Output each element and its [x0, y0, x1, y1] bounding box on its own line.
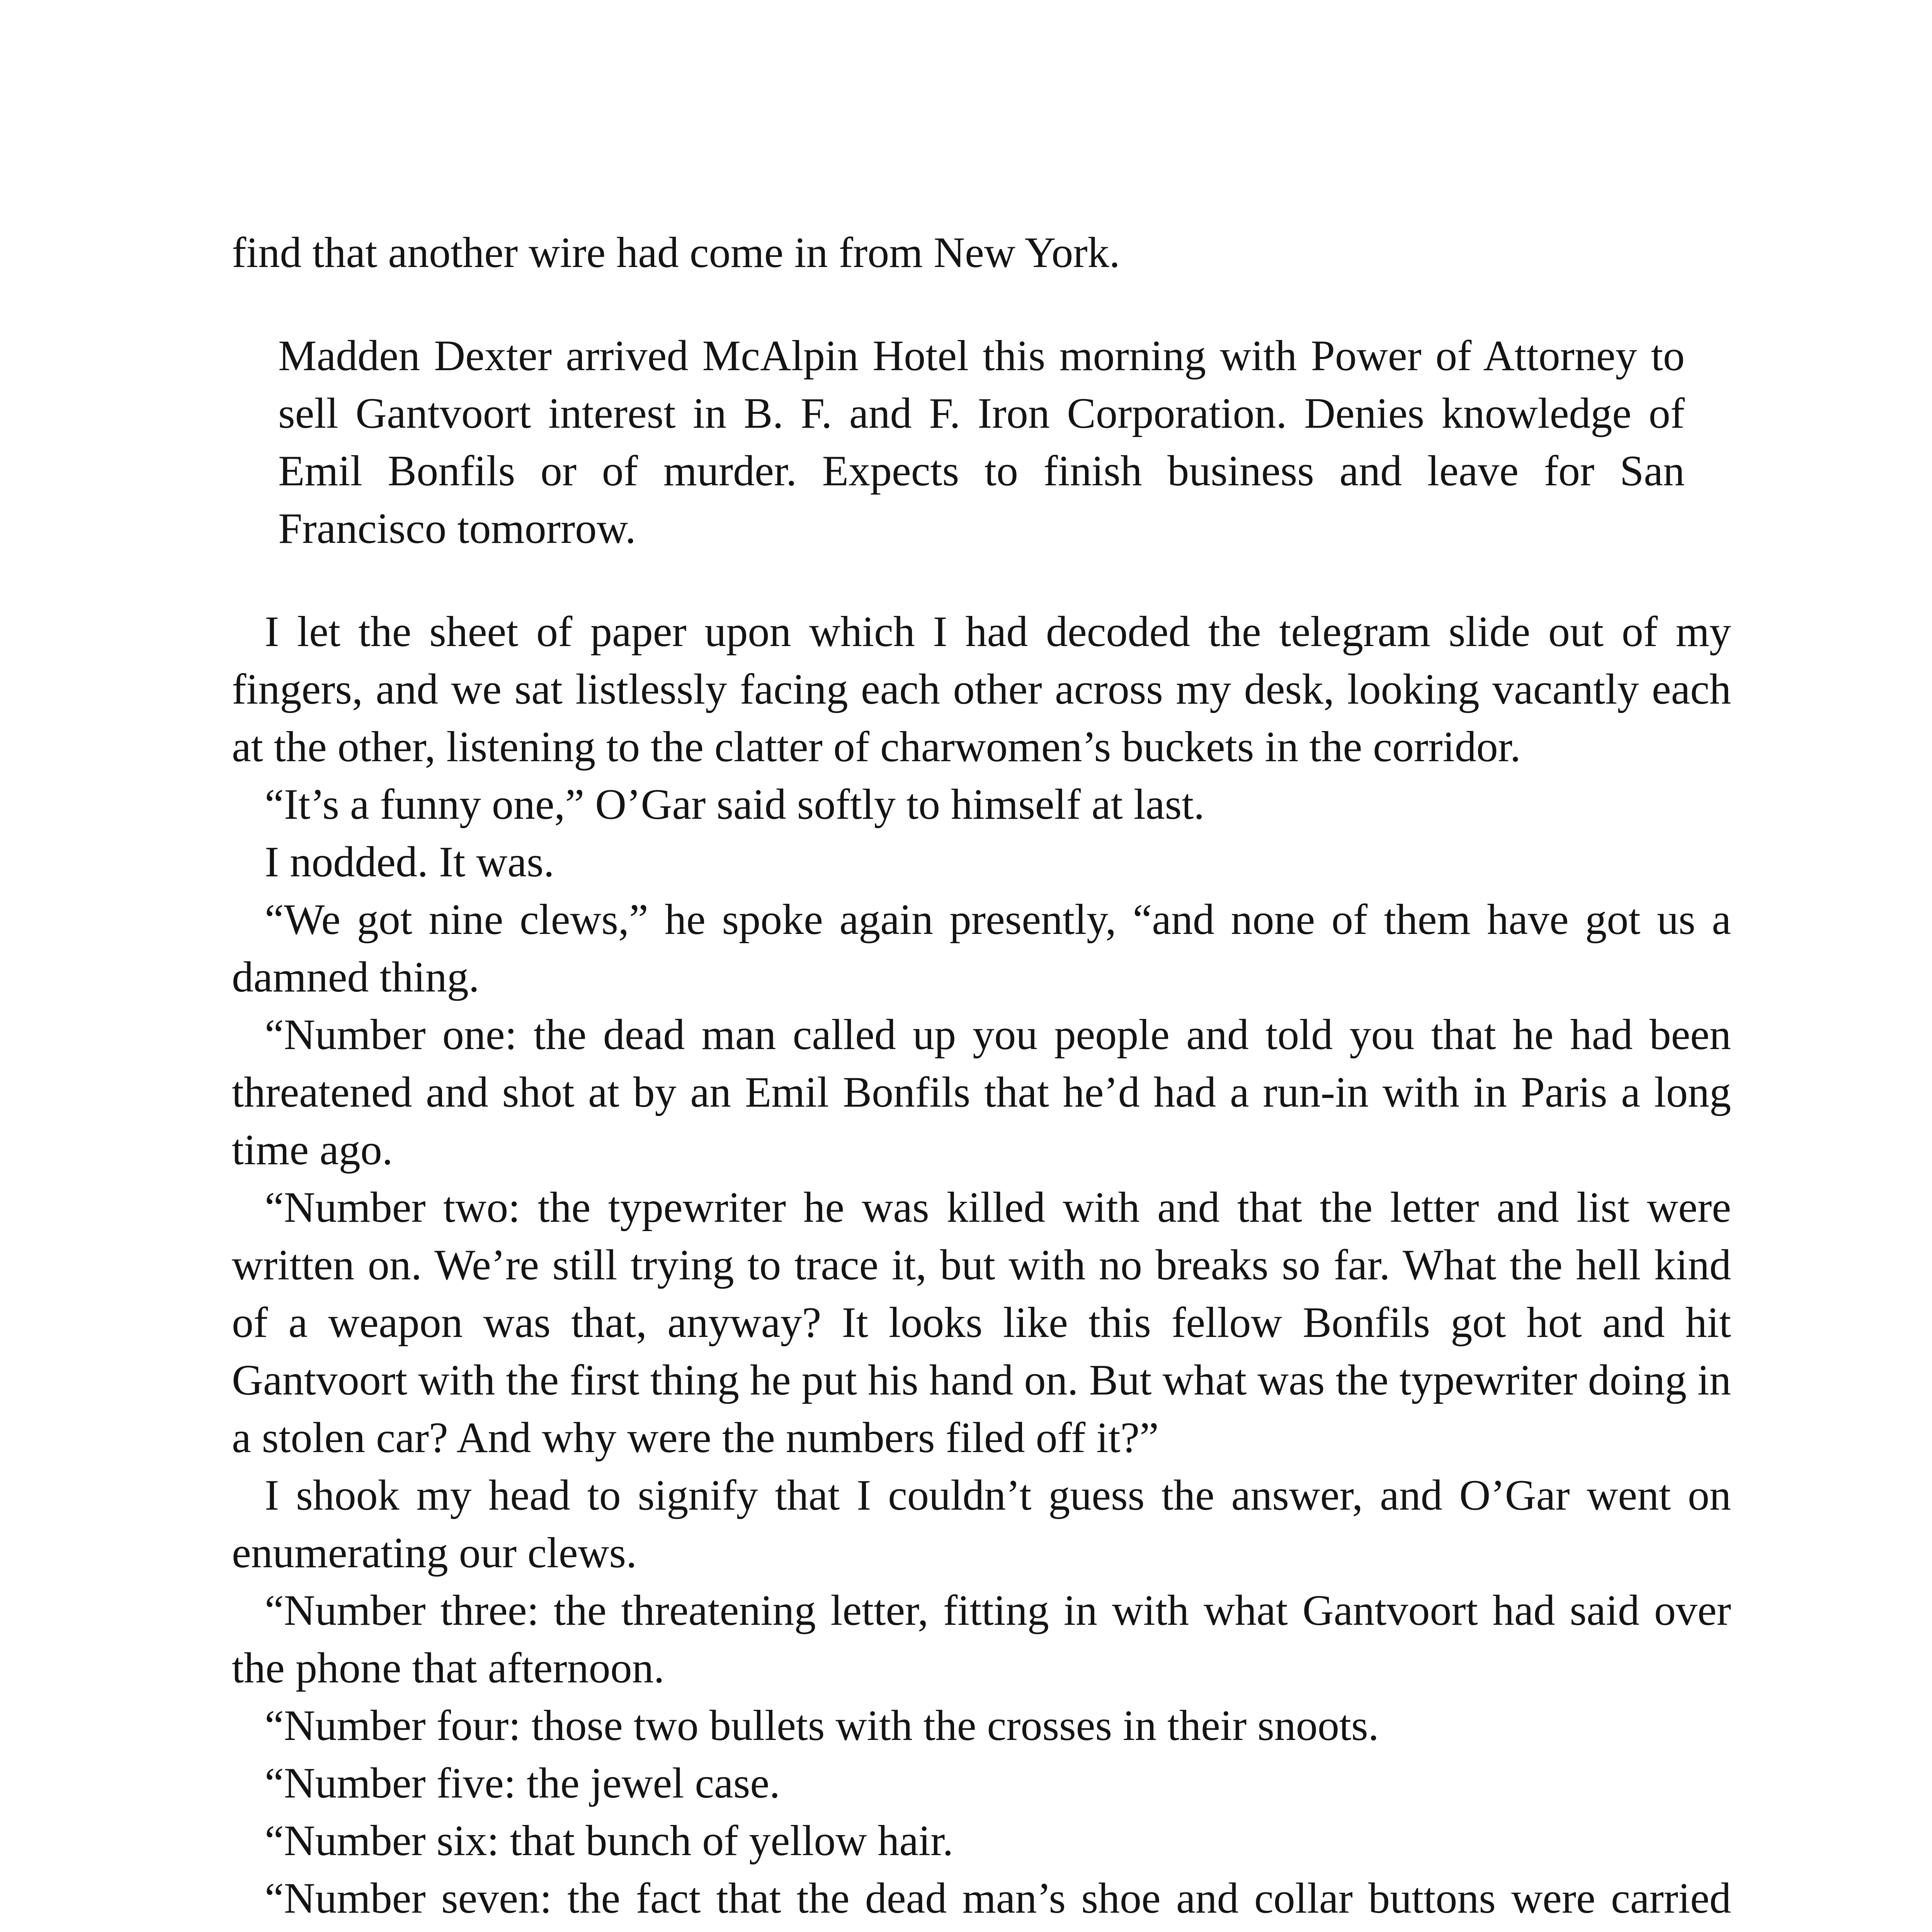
paragraph-4: “We got nine clews,” he spoke again presently, “and none of them have got us a damned thing. [232, 896, 1731, 1001]
paragraph-10: “Number five: the jewel case. [265, 1759, 781, 1807]
paragraph-11: “Number six: that bunch of yellow hair. [265, 1817, 954, 1865]
paragraph-9: “Number four: those two bullets with the crosses in their snoots. [265, 1702, 1379, 1750]
paragraph-8: “Number three: the threatening letter, fitting in with what Gantvoort had said over the phone that afternoon. [232, 1587, 1731, 1692]
body-text [232, 224, 1731, 1932]
telegram-quote: Madden Dexter arrived McAlpin Hotel this morning with Power of Attorney to sell Gantvoort interest in B. F. and F. Iron Corporation. Denies knowledge of Emil Bonfils or of murder. Expects to finish business and leave for San Francisco tomorrow. [278, 332, 1685, 553]
paragraph-1: I let the sheet of paper upon which I had decoded the telegram slide out of my fingers, and we sat listlessly facing each other across my desk, looking vacantly each at the other, listening to the clatter of charwomen’s buckets in the corridor. [232, 608, 1731, 771]
paragraph-6: “Number two: the typewriter he was killed with and that the letter and list were written on. We’re still trying to trace it, but with no breaks so far. What the hell kind of a weapon was that, anyway? It looks like this fellow Bonfils got hot and hit Gantvoort with the first thing he put his hand on. But what was the typewriter doing in a stolen car? And why were the numbers filed off it?” [232, 1184, 1731, 1462]
paragraph-7: I shook my head to signify that I couldn’t guess the answer, and O’Gar went on enumerating our clews. [232, 1471, 1731, 1577]
paragraph-2: “It’s a funny one,” O’Gar said softly to himself at last. [265, 781, 1205, 828]
opening-line: find that another wire had come in from New York. [232, 229, 1120, 277]
paragraph-12: “Number seven: the fact that the dead man’s shoe and collar buttons were carried [265, 1874, 1731, 1922]
paragraph-5: “Number one: the dead man called up you people and told you that he had been threatened and shot at by an Emil Bonfils that he’d had a run-in with in Paris a long time ago. [232, 1011, 1731, 1174]
paragraph-3: I nodded. It was. [265, 838, 554, 886]
